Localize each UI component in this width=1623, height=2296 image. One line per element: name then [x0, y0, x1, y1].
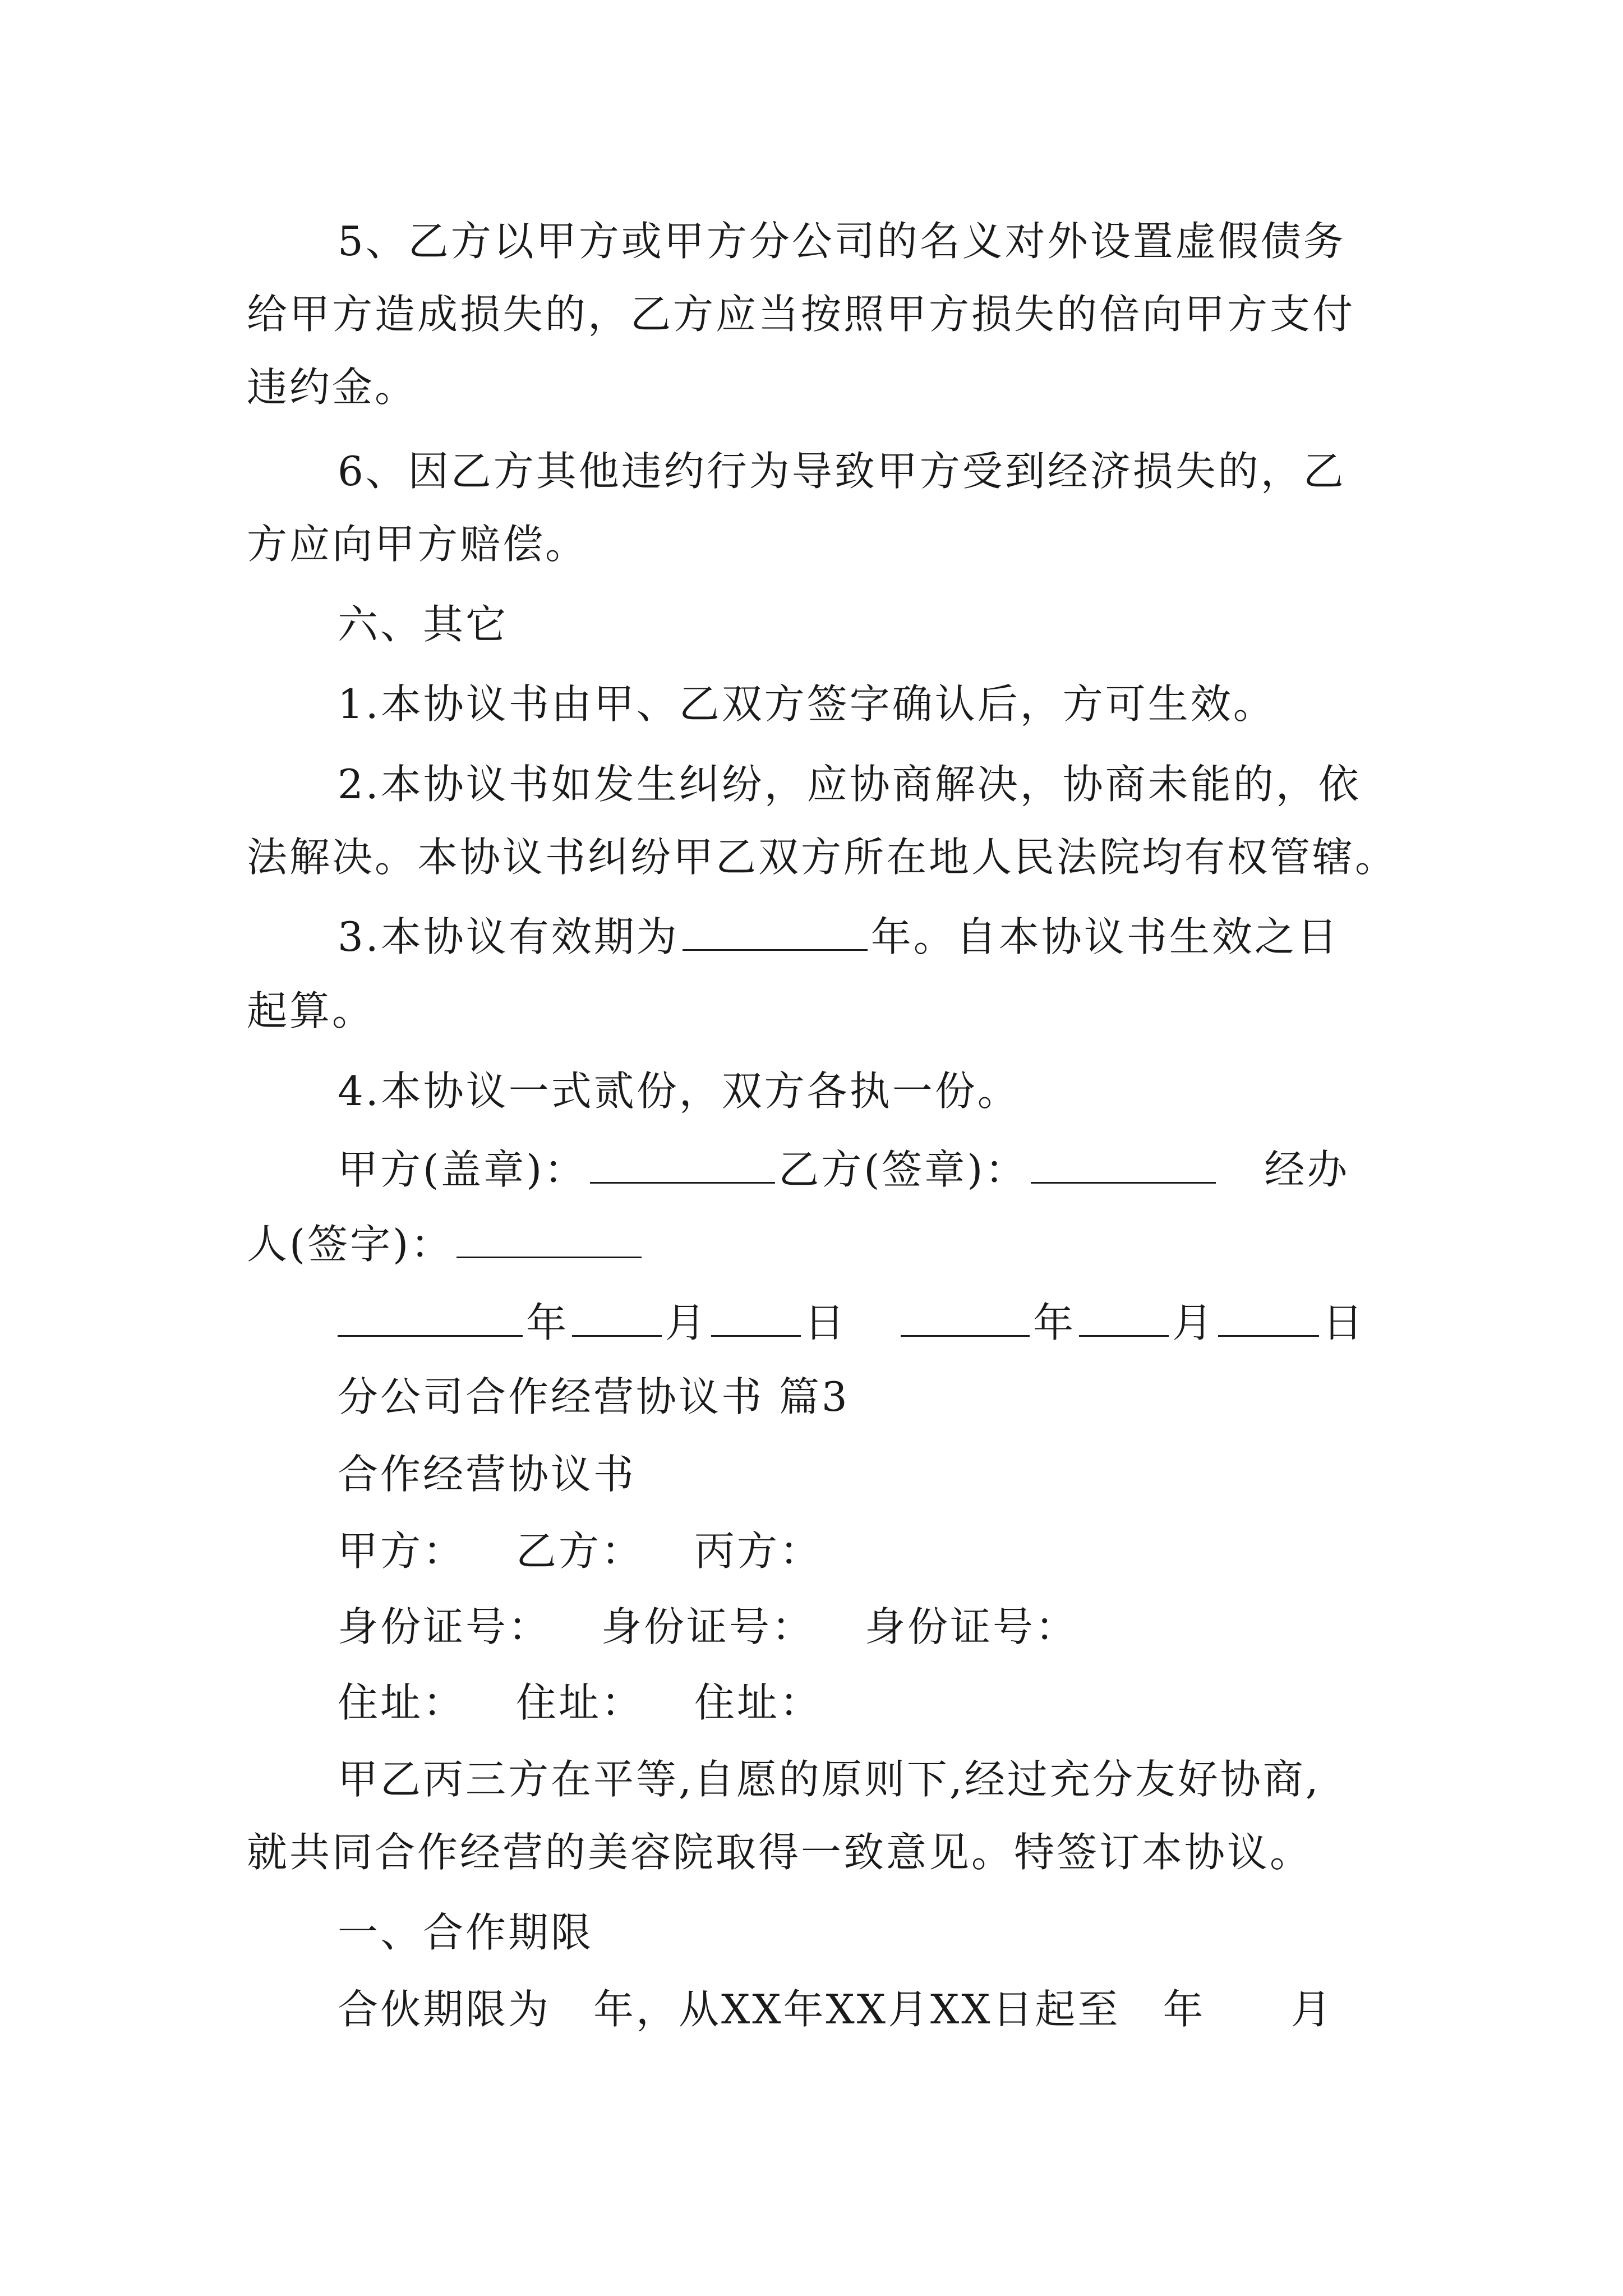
parties-row: [338, 1523, 822, 1579]
party-a-address-label: 住址：: [338, 1679, 466, 1726]
date-b-year-label: 年: [1033, 1299, 1076, 1346]
id-number-row: [338, 1599, 1078, 1655]
validity-suffix: 年。自本协议书生效之日: [870, 913, 1340, 960]
date-a-year-blank: [338, 1299, 523, 1337]
date-a-day-blank: [711, 1299, 801, 1337]
paragraph-6-line-2: 方应向甲方赔偿。: [247, 521, 588, 568]
party-c-label: 丙方：: [694, 1527, 823, 1575]
party-c-address-label: 住址：: [694, 1679, 823, 1726]
address-row: [338, 1674, 822, 1731]
date-b-month-label: 月: [1172, 1299, 1215, 1346]
section-6-heading: 六、其它: [338, 601, 509, 648]
date-b-day-label: 日: [1322, 1299, 1366, 1346]
paragraph-6-line-1: 6、因乙方其他违约行为导致甲方受到经济损失的，乙: [338, 448, 1346, 495]
other-item-3-line-2: 起算。: [247, 987, 375, 1034]
party-a-id-label: 身份证号：: [338, 1603, 551, 1650]
signature-row: [338, 1142, 1349, 1198]
party-a-seal-blank: [590, 1146, 775, 1184]
date-a-month-blank: [572, 1299, 662, 1337]
date-a-month-label: 月: [665, 1299, 708, 1346]
paragraph-5-line-2: 给甲方造成损失的，乙方应当按照甲方损失的倍向甲方支付: [247, 291, 1355, 338]
party-b-label: 乙方：: [516, 1527, 644, 1575]
partnership-term: 合伙期限为 年，从XX年XX月XX日起至 年 月: [338, 1986, 1334, 2033]
party-b-id-label: 身份证号：: [601, 1603, 815, 1650]
intro-line-1: 甲乙丙三方在平等,自愿的原则下,经过充分友好协商,: [338, 1756, 1321, 1803]
handler-label-part-2: 人(签字)：: [247, 1221, 454, 1268]
paragraph-5-line-3: 违约金。: [247, 364, 418, 411]
other-item-2-line-2: 法解决。本协议书纠纷甲乙双方所在地人民法院均有权管辖。: [247, 834, 1398, 881]
other-item-2-line-1: 2.本协议书如发生纠纷，应协商解决，协商未能的，依: [338, 761, 1361, 808]
validity-years-blank: [683, 913, 868, 951]
handler-row: [247, 1216, 645, 1272]
intro-line-2: 就共同合作经营的美容院取得一致意见。特签订本协议。: [247, 1829, 1313, 1876]
date-b-year-blank: [901, 1299, 1030, 1337]
party-b-address-label: 住址：: [516, 1679, 644, 1726]
agreement-subtitle: 合作经营协议书: [338, 1451, 637, 1498]
other-item-4: 4.本协议一式贰份，双方各执一份。: [338, 1068, 1020, 1115]
date-b-day-blank: [1218, 1299, 1319, 1337]
handler-sign-blank: [457, 1221, 642, 1258]
section-1-heading: 一、合作期限: [338, 1909, 594, 1956]
party-b-sign-blank: [1031, 1146, 1216, 1184]
other-item-3-line-1: [338, 909, 1340, 965]
party-a-seal-label: 甲方(盖章)：: [338, 1146, 587, 1193]
party-c-id-label: 身份证号：: [865, 1603, 1078, 1650]
paragraph-5-line-1: 5、乙方以甲方或甲方分公司的名义对外设置虚假债务: [338, 218, 1346, 265]
article-3-title: 分公司合作经营协议书 篇3: [338, 1373, 850, 1420]
party-a-label: 甲方：: [338, 1527, 466, 1575]
date-a-day-label: 日: [804, 1299, 847, 1346]
other-item-1: 1.本协议书由甲、乙双方签字确认后，方可生效。: [338, 680, 1276, 728]
date-b-month-blank: [1079, 1299, 1169, 1337]
validity-label: 3.本协议有效期为: [338, 913, 679, 960]
date-a-year-label: 年: [526, 1299, 569, 1346]
handler-label-part-1: 经办: [1264, 1146, 1350, 1193]
party-b-sign-label: 乙方(签章)：: [778, 1146, 1028, 1193]
date-row: [338, 1295, 1365, 1351]
